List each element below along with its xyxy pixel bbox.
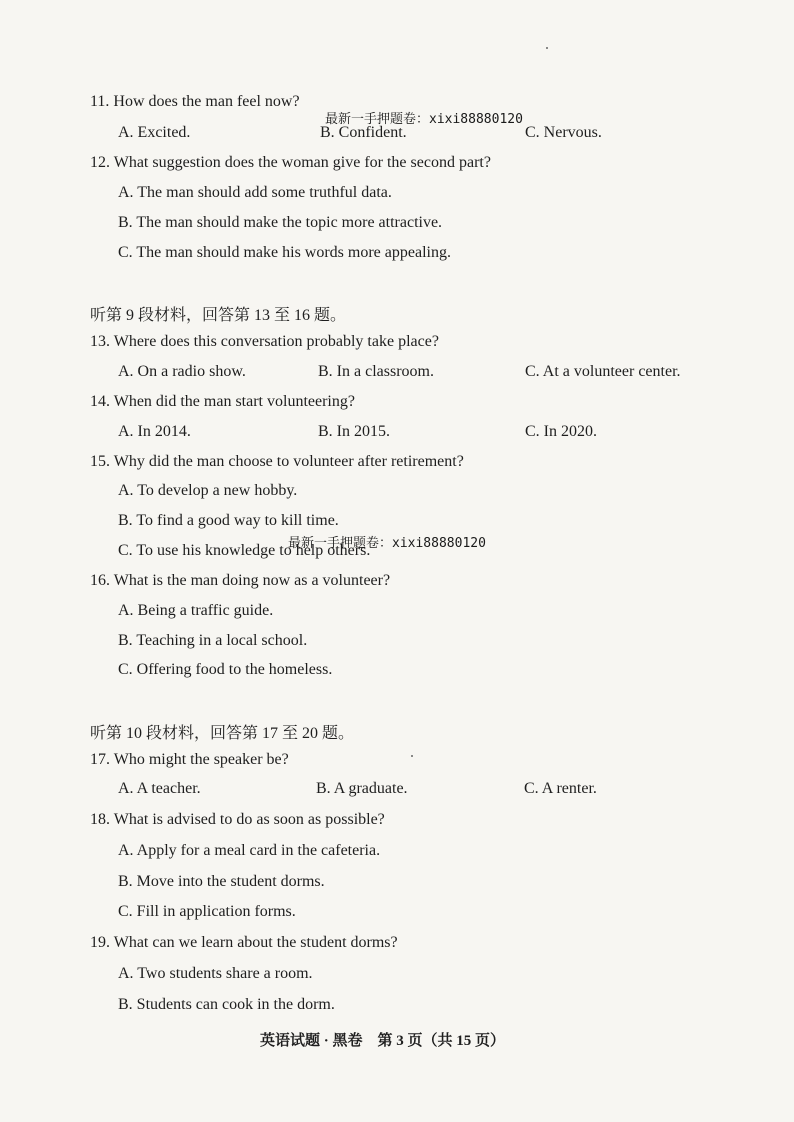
question-18-stem: 18. What is advised to do as soon as possible? [90,811,385,828]
section-9-heading: 听第 9 段材料，回答第 13 至 16 题。 [90,307,347,324]
question-12-option-b: B. The man should make the topic more attractive. [118,214,443,231]
question-17-option-b: B. A graduate. [316,780,408,797]
question-15-option-c: C. To use his knowledge to help others. [118,542,371,559]
section-10-heading: 听第 10 段材料，回答第 17 至 20 题。 [90,725,355,742]
question-19-stem: 19. What can we learn about the student dorms? [90,934,398,951]
question-16-option-c: C. Offering food to the homeless. [118,661,333,678]
question-17-option-c: C. A renter. [524,780,597,797]
question-14-option-c: C. In 2020. [525,423,597,440]
question-16-stem: 16. What is the man doing now as a volunteer? [90,572,391,589]
question-19-option-a: A. Two students share a room. [118,965,313,982]
scan-speck [411,755,413,757]
question-18-option-b: B. Move into the student dorms. [118,873,325,890]
question-12-stem: 12. What suggestion does the woman give for the second part? [90,154,491,171]
question-17-stem: 17. Who might the speaker be? [90,751,289,768]
watermark-top: 最新一手押题卷：xixi88880120 [325,112,523,127]
question-15-option-a: A. To develop a new hobby. [118,482,298,499]
question-13-option-c: C. At a volunteer center. [525,363,681,380]
question-19-option-b: B. Students can cook in the dorm. [118,996,335,1013]
question-14-option-b: B. In 2015. [318,423,390,440]
question-15-option-b: B. To find a good way to kill time. [118,512,339,529]
question-12-option-a: A. The man should add some truthful data. [118,184,392,201]
question-13-option-b: B. In a classroom. [318,363,434,380]
question-17-option-a: A. A teacher. [118,780,201,797]
question-11-option-a: A. Excited. [118,124,191,141]
question-13-option-a: A. On a radio show. [118,363,246,380]
question-14-stem: 14. When did the man start volunteering? [90,393,355,410]
scan-speck [546,47,548,49]
question-11-option-c: C. Nervous. [525,124,602,141]
question-15-stem: 15. Why did the man choose to volunteer after retirement? [90,453,464,470]
question-11-stem: 11. How does the man feel now? [90,93,300,110]
question-18-option-c: C. Fill in application forms. [118,903,296,920]
question-11-option-b: B. Confident. [320,124,407,141]
page-footer: 英语试题 · 黑卷 第 3 页（共 15 页） [260,1033,506,1049]
watermark-middle: 最新一手押题卷：xixi88880120 [288,536,486,551]
question-13-stem: 13. Where does this conversation probably take place? [90,333,439,350]
question-12-option-c: C. The man should make his words more appealing. [118,244,451,261]
question-18-option-a: A. Apply for a meal card in the cafeteria. [118,842,381,859]
question-14-option-a: A. In 2014. [118,423,191,440]
question-16-option-b: B. Teaching in a local school. [118,632,308,649]
question-16-option-a: A. Being a traffic guide. [118,602,274,619]
